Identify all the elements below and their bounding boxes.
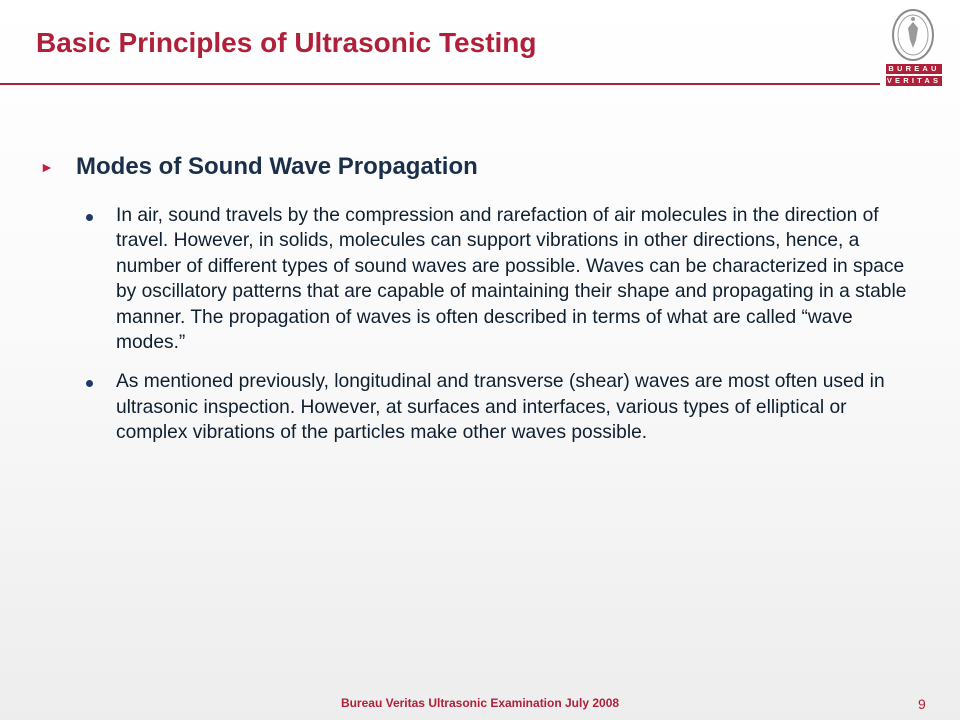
footer-text: Bureau Veritas Ultrasonic Examination July 2008 <box>340 696 620 710</box>
round-bullet-icon <box>86 380 93 387</box>
section-heading-text: Modes of Sound Wave Propagation <box>76 153 478 180</box>
bullet-item <box>116 369 916 445</box>
title-divider <box>0 83 880 85</box>
slide-title: Basic Principles of Ultrasonic Testing <box>36 27 537 58</box>
round-bullet-icon <box>86 214 93 221</box>
bullet-list <box>116 203 916 460</box>
logo-word-bureau: BUREAU <box>886 64 942 74</box>
logo-word-veritas: VERITAS <box>886 76 942 85</box>
triangle-right-icon: ► <box>40 159 54 175</box>
seal-icon <box>882 8 944 64</box>
bullet-text: In air, sound travels by the compression and rarefaction of air molecules in the direction of travel. However, in solids, molecules can support vibrations in other directions, hence, a number of different types of sound waves are possible. Waves can be characterized in space by oscillatory patterns that are capable of maintaining their shape and propagating in a stable manner. The propagation of waves is often described in terms of what are called “wave modes.” <box>116 205 907 354</box>
page-number: 9 <box>918 696 926 712</box>
bullet-item <box>116 203 916 355</box>
bullet-text: As mentioned previously, longitudinal and transverse (shear) waves are most often used in ultrasonic inspection. However, at surfaces and interfaces, various types of elliptical or complex vibrations of the particles make other waves possible. <box>116 371 885 444</box>
section-heading <box>40 153 478 181</box>
bureau-veritas-logo <box>882 8 944 88</box>
